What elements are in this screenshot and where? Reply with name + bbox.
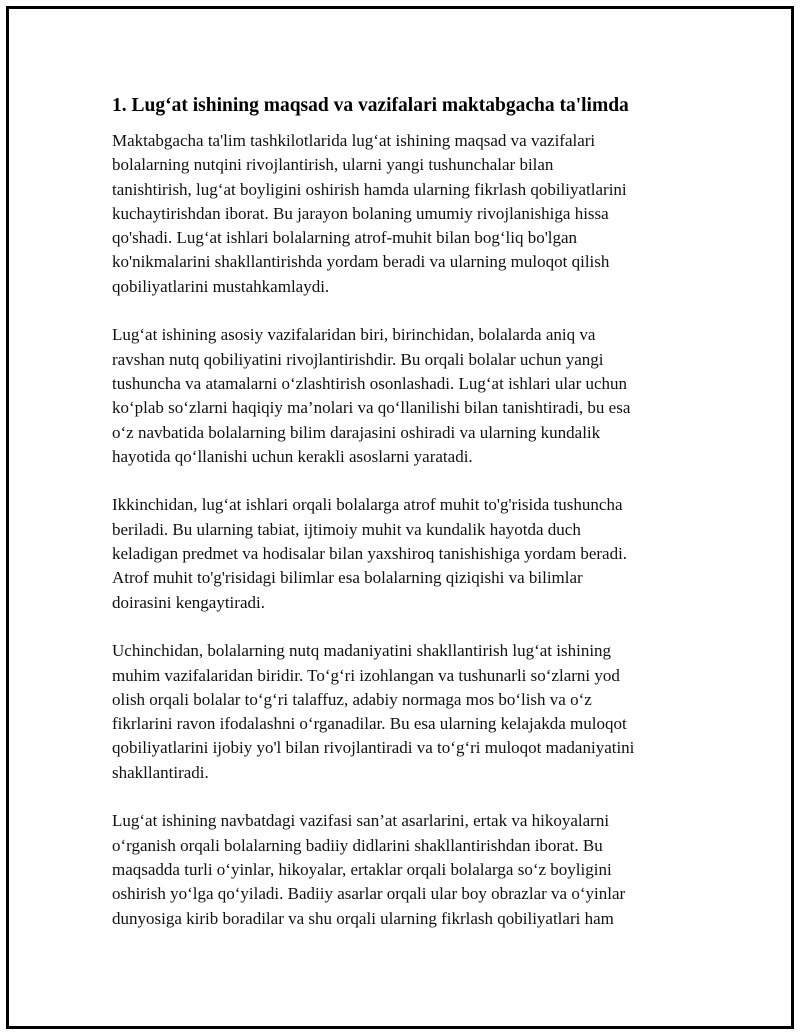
text-line: ko‘plab so‘zlarni haqiqiy ma’nolari va qo‘llanilishi bilan tanishtiradi, bu esa: [112, 398, 631, 418]
paragraph-5: [112, 809, 700, 930]
text-line: Ikkinchidan, lug‘at ishlari orqali bolalarga atrof muhit to'g'risida tushuncha: [112, 495, 623, 515]
text-line: maqsadda turli o‘yinlar, hikoyalar, ertaklar orqali bolalarga so‘z boyligini: [112, 859, 612, 879]
text-line: Lug‘at ishining asosiy vazifalaridan biri, birinchidan, bolalarda aniq va: [112, 325, 596, 345]
text-line: tanishtirish, lug‘at boyligini oshirish hamda ularning fikrlash qobiliyatlarini: [112, 179, 627, 199]
paragraph-1: [112, 129, 700, 299]
text-line: kuchaytirishdan iborat. Bu jarayon bolaning umumiy rivojlanishiga hissa: [112, 203, 609, 223]
section-heading: 1. Lug‘at ishining maqsad va vazifalari maktabgacha ta'limda: [112, 95, 629, 116]
text-line: shakllantiradi.: [112, 762, 209, 782]
text-line: oshirish yo‘lga qo‘yiladi. Badiiy asarlar orqali ular boy obrazlar va o‘yinlar: [112, 884, 626, 904]
text-line: muhim vazifalaridan biridir. To‘g‘ri izohlangan va tushunarli so‘zlarni yod: [112, 665, 620, 685]
document-body: [112, 93, 700, 955]
text-line: ravshan nutq qobiliyatini rivojlantirishdir. Bu orqali bolalar uchun yangi: [112, 349, 604, 369]
text-line: ko'nikmalarini shakllantirishda yordam beradi va ularning muloqot qilish: [112, 252, 610, 272]
paragraph-3: [112, 493, 700, 614]
text-line: doirasini kengaytiradi.: [112, 592, 265, 612]
text-line: o‘rganish orqali bolalarning badiiy didlarini shakllantirishdan iborat. Bu: [112, 835, 603, 855]
text-line: o‘z navbatida bolalarning bilim darajasini oshiradi va ularning kundalik: [112, 422, 601, 442]
paragraph-2: [112, 323, 700, 469]
text-line: dunyosiga kirib boradilar va shu orqali ularning fikrlash qobiliyatlari ham: [112, 908, 614, 928]
text-line: bolalarning nutqini rivojlantirish, ularni yangi tushunchalar bilan: [112, 155, 554, 175]
text-line: olish orqali bolalar to‘g‘ri talaffuz, adabiy normaga mos bo‘lish va o‘z: [112, 689, 592, 709]
text-line: tushuncha va atamalarni o‘zlashtirish osonlashadi. Lug‘at ishlari ular uchun: [112, 373, 628, 393]
text-line: Lug‘at ishining navbatdagi vazifasi san’at asarlarini, ertak va hikoyalarni: [112, 811, 610, 831]
text-line: Uchinchidan, bolalarning nutq madaniyatini shakllantirish lug‘at ishining: [112, 641, 612, 661]
text-line: Maktabgacha ta'lim tashkilotlarida lug‘at ishining maqsad va vazifalari: [112, 131, 596, 150]
text-line: Atrof muhit to'g'risidagi bilimlar esa bolalarning qiziqishi va bilimlar: [112, 568, 583, 588]
text-line: qobiliyatlarini ijobiy yo'l bilan rivojlantiradi va to‘g‘ri muloqot madaniyatini: [112, 738, 635, 758]
text-line: qobiliyatlarini mustahkamlaydi.: [112, 276, 330, 296]
paragraph-4: [112, 639, 700, 785]
text-line: hayotida qo‘llanishi uchun kerakli asoslarni yaratadi.: [112, 446, 473, 466]
text-line: fikrlarini ravon ifodalashni o‘rganadilar. Bu esa ularning kelajakda muloqot: [112, 714, 627, 734]
text-line: beriladi. Bu ularning tabiat, ijtimoiy muhit va kundalik hayotda duch: [112, 519, 581, 539]
text-line: qo'shadi. Lug‘at ishlari bolalarning atrof-muhit bilan bog‘liq bo'lgan: [112, 228, 578, 248]
text-line: keladigan predmet va hodisalar bilan yaxshiroq tanishishiga yordam beradi.: [112, 544, 628, 564]
